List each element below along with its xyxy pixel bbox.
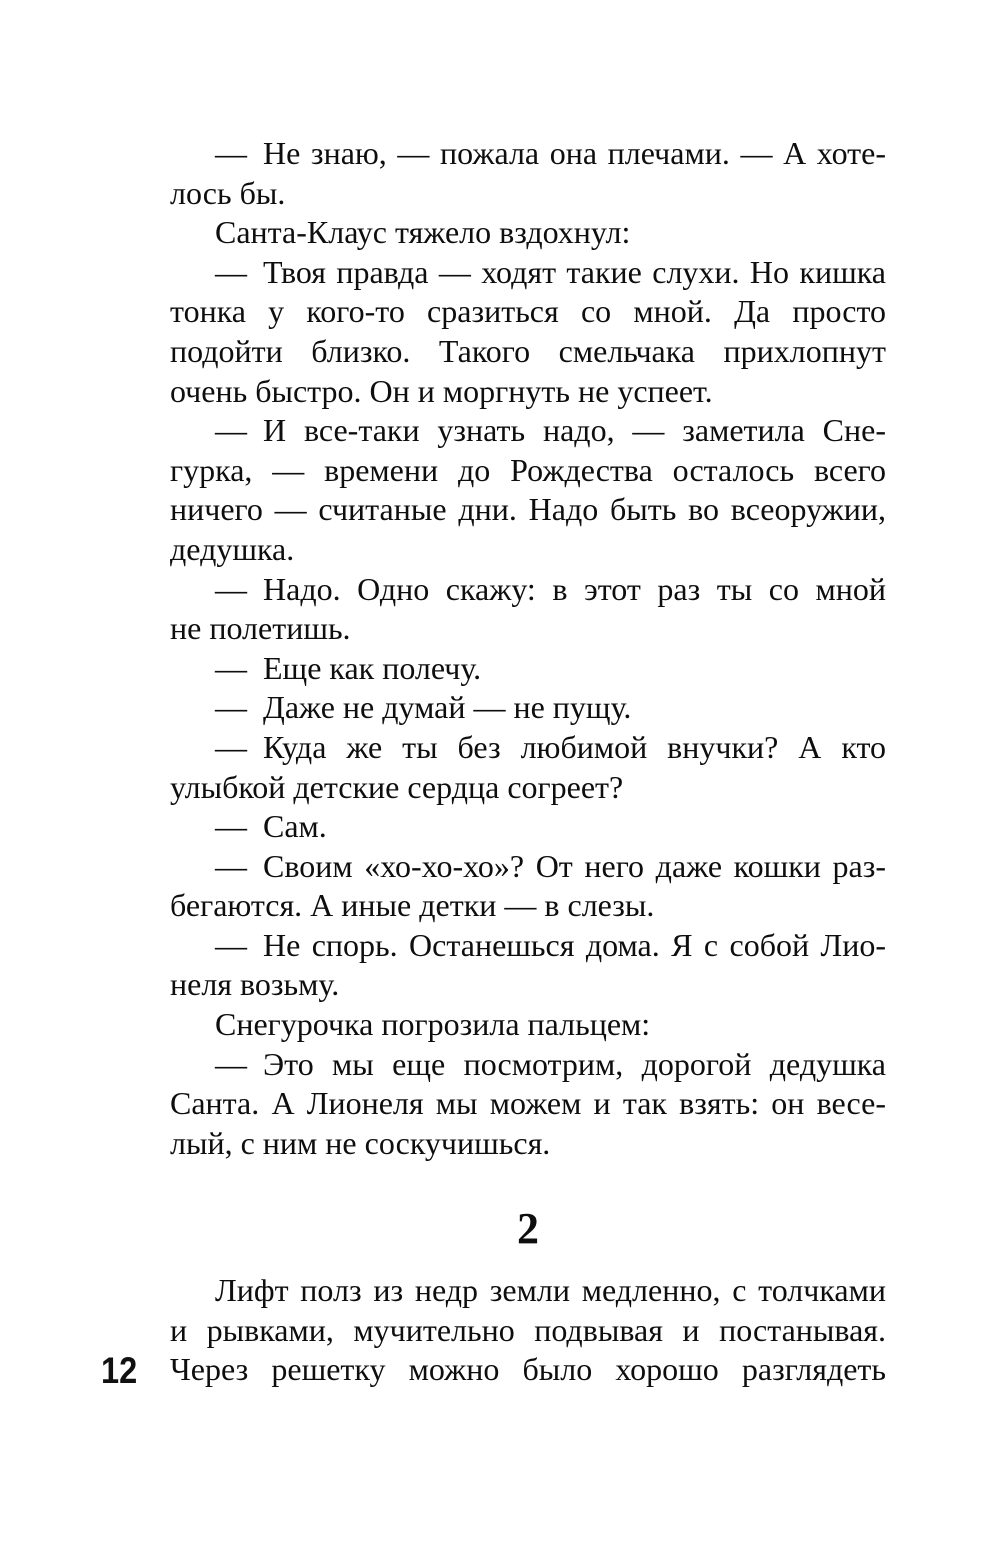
- text-line: — Не знаю, — пожала она плечами. — А хоте-: [215, 135, 886, 171]
- text-line: ничего — считаные дни. Надо быть во всеоружии,: [170, 491, 886, 528]
- text-line: — Куда же ты без любимой внучки? А кто: [215, 728, 886, 765]
- text-line: очень быстро. Он и моргнуть не успеет.: [170, 372, 713, 409]
- text-line: и рывками, мучительно подвывая и постанывая.: [170, 1311, 886, 1348]
- text-line: — Это мы еще посмотрим, дорогой дедушка: [215, 1045, 886, 1082]
- text-line: Санта. А Лионеля мы можем и так взять: он весе-: [170, 1085, 886, 1122]
- text-line: Лифт полз из недр земли медленно, с толчками: [215, 1272, 886, 1308]
- text-line: Через решетку можно было хорошо разглядеть: [170, 1351, 886, 1388]
- text-line: — И все-таки узнать надо, — заметила Сне-: [215, 412, 886, 449]
- text-line: дедушка.: [170, 530, 295, 567]
- text-line: — Своим «хо-хо-хо»? От него даже кошки раз-: [215, 847, 886, 884]
- section2-text-block: [170, 1271, 886, 1390]
- text-line: неля возьму.: [170, 966, 340, 1003]
- section-heading: 2: [517, 1204, 539, 1253]
- text-line: Санта-Клаус тяжело вздохнул:: [215, 214, 631, 251]
- text-line: лось бы.: [170, 174, 286, 211]
- text-line: гурка, — времени до Рождества осталось всего: [170, 451, 886, 488]
- text-line: тонка у кого-то сразиться со мной. Да просто: [170, 293, 886, 330]
- text-line: Снегурочка погрозила пальцем:: [215, 1006, 651, 1043]
- text-line: — Сам.: [215, 808, 327, 845]
- page-number: 12: [101, 1350, 138, 1391]
- text-line: — Надо. Одно скажу: в этот раз ты со мной: [215, 570, 886, 607]
- text-line: не полетишь.: [170, 610, 351, 647]
- text-line: бегаются. А иные детки — в слезы.: [170, 887, 655, 924]
- text-line: — Не спорь. Останешься дома. Я с собой Лио-: [215, 926, 886, 963]
- text-line: лый, с ним не соскучишься.: [170, 1124, 551, 1161]
- text-line: улыбкой детские сердца согреет?: [170, 768, 624, 805]
- body-text-block: [170, 134, 886, 1163]
- text-line: — Твоя правда — ходят такие слухи. Но кишка: [215, 253, 886, 290]
- text-line: — Даже не думай — не пущу.: [215, 689, 632, 726]
- text-line: — Еще как полечу.: [215, 649, 482, 686]
- text-line: подойти близко. Такого смельчака прихлопнут: [170, 332, 886, 369]
